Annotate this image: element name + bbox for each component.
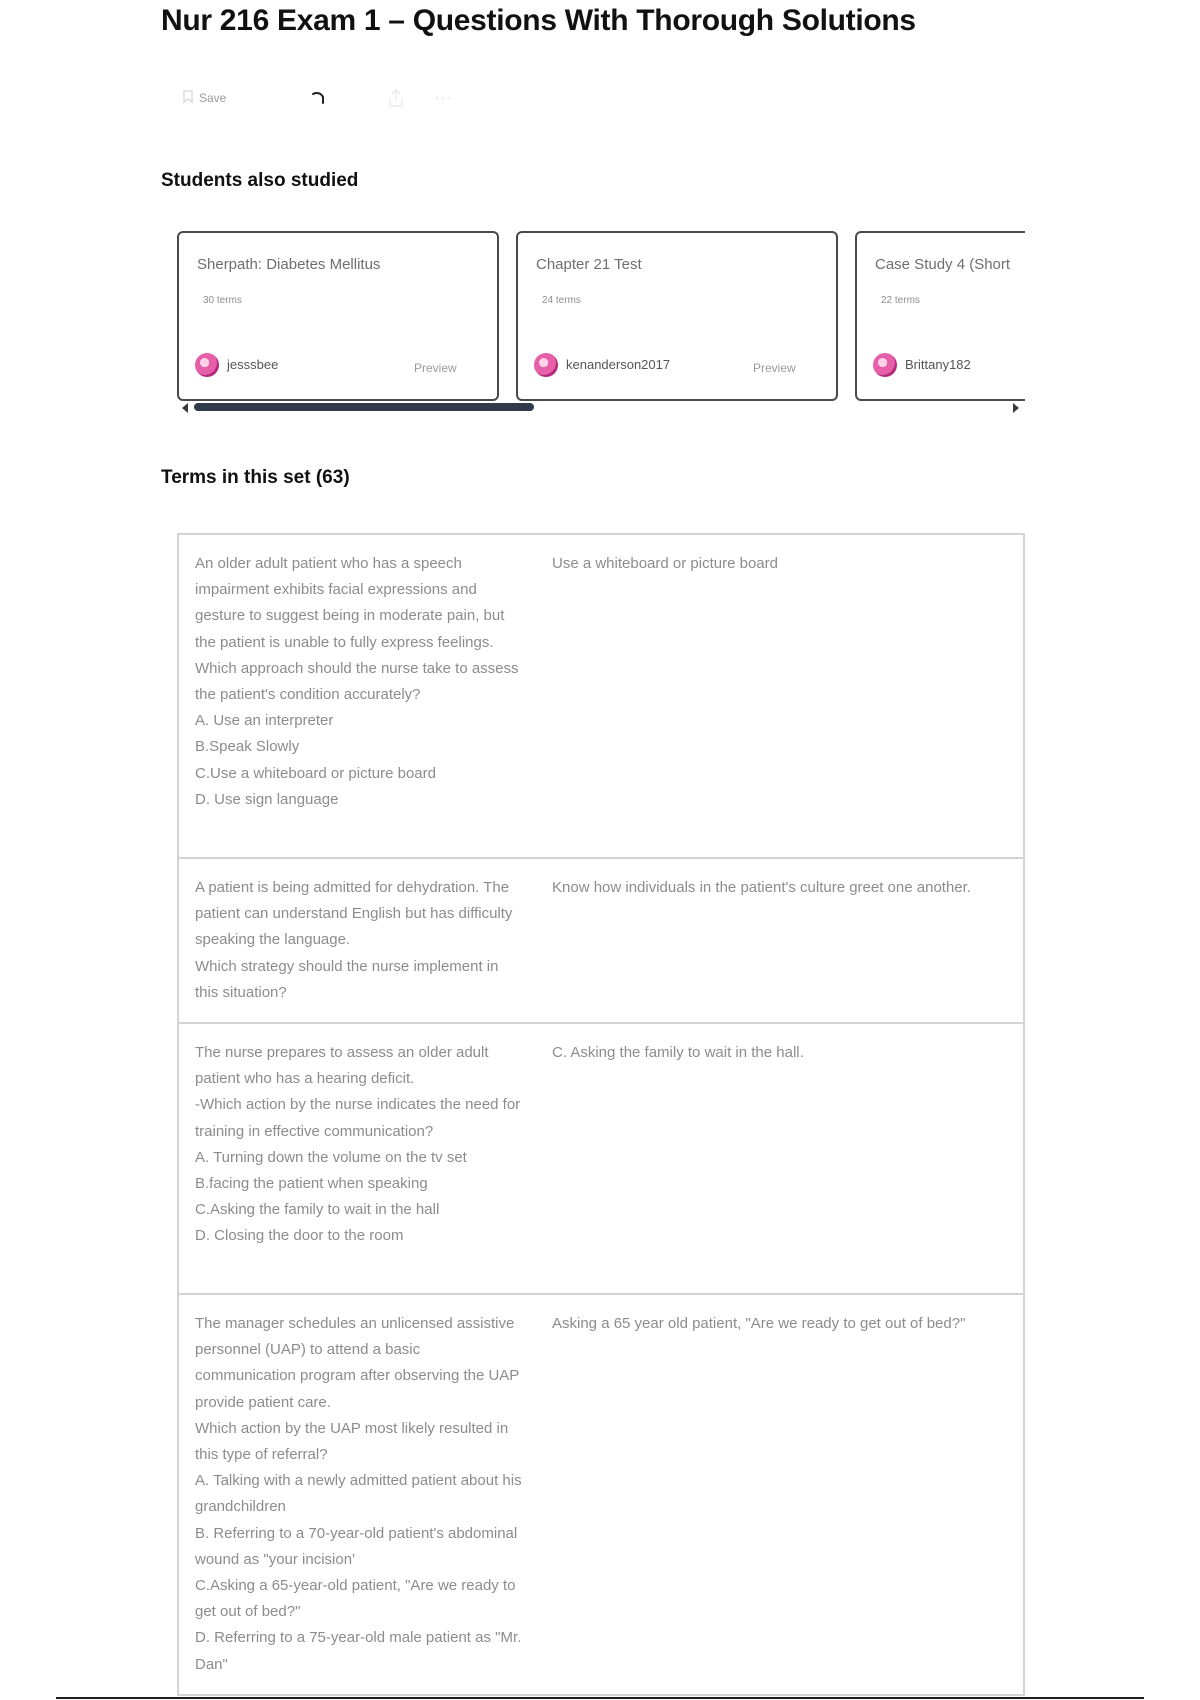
term-row xyxy=(179,859,1023,1024)
term-row xyxy=(179,1295,1023,1696)
study-set-carousel xyxy=(177,229,1025,405)
term-row xyxy=(179,1024,1023,1295)
term-question: A patient is being admitted for dehydration. The patient can understand English but has difficulty speaking the language. Which strategy should the nurse implement in this situation? xyxy=(195,879,513,1001)
card-title: Case Study 4 (Short xyxy=(875,256,1011,273)
term-row xyxy=(179,535,1023,859)
study-set-card[interactable] xyxy=(855,231,1025,401)
card-title: Chapter 21 Test xyxy=(536,256,642,273)
save-label: Save xyxy=(199,91,227,105)
card-username[interactable]: kenanderson2017 xyxy=(566,357,671,372)
carousel-scrollbar-thumb[interactable] xyxy=(194,403,534,411)
term-answer: Use a whiteboard or picture board xyxy=(552,555,778,572)
spinner-icon xyxy=(309,86,327,110)
avatar xyxy=(534,353,558,377)
preview-button[interactable]: Preview xyxy=(414,361,457,375)
save-button[interactable] xyxy=(183,86,226,110)
terms-heading: Terms in this set (63) xyxy=(161,467,350,488)
scroll-left-arrow-icon[interactable] xyxy=(182,403,188,413)
bookmark-icon xyxy=(183,90,199,106)
share-icon[interactable] xyxy=(388,86,404,110)
term-answer: C. Asking the family to wait in the hall. xyxy=(552,1044,804,1061)
more-icon[interactable] xyxy=(435,86,451,110)
term-answer: Know how individuals in the patient's culture greet one another. xyxy=(552,879,971,896)
card-username[interactable]: jesssbee xyxy=(227,357,279,372)
study-set-card[interactable] xyxy=(177,231,499,401)
card-term-count: 24 terms xyxy=(542,295,581,306)
scroll-right-arrow-icon[interactable] xyxy=(1013,403,1019,413)
term-answer: Asking a 65 year old patient, "Are we ready to get out of bed?" xyxy=(552,1315,966,1332)
page-title: Nur 216 Exam 1 – Questions With Thorough Solutions xyxy=(161,4,916,37)
terms-list xyxy=(177,533,1025,1696)
card-title: Sherpath: Diabetes Mellitus xyxy=(197,256,381,273)
avatar xyxy=(873,353,897,377)
preview-button[interactable]: Preview xyxy=(753,361,796,375)
term-question: The nurse prepares to assess an older adult patient who has a hearing deficit. -Which action by the nurse indicates the need for training in effective communication? A. Turning down the volume on the tv set B.facing the patient when speaking C.Asking the family to wait in the hall D. Closing the door to the room xyxy=(195,1044,521,1245)
students-also-studied-heading: Students also studied xyxy=(161,170,359,191)
study-set-card[interactable] xyxy=(516,231,838,401)
carousel-viewport xyxy=(177,229,1025,402)
avatar xyxy=(195,353,219,377)
card-username[interactable]: Brittany182 xyxy=(905,357,971,372)
toolbar xyxy=(183,86,483,110)
term-question: An older adult patient who has a speech impairment exhibits facial expressions and gesture to suggest being in moderate pain, but the patient is unable to fully express feelings. Which approach should the nurse take to assess the patient's condition accurately? A. Use an interpreter B.Speak Slowly C.Use a whiteboard or picture board D. Use sign language xyxy=(195,555,519,808)
card-term-count: 30 terms xyxy=(203,295,242,306)
page-bottom-divider xyxy=(56,1697,1144,1699)
term-question: The manager schedules an unlicensed assistive personnel (UAP) to attend a basic communication program after observing the UAP provide patient care. Which action by the UAP most likely resulted in this type of referral? A. Talking with a newly admitted patient about his grandchildren B. Referring to a 70-year-old patient's abdominal wound as "your incision' C.Asking a 65-year-old patient, "Are we ready to get out of bed?" D. Referring to a 75-year-old male patient as "Mr. Dan" xyxy=(195,1315,522,1673)
card-term-count: 22 terms xyxy=(881,295,920,306)
